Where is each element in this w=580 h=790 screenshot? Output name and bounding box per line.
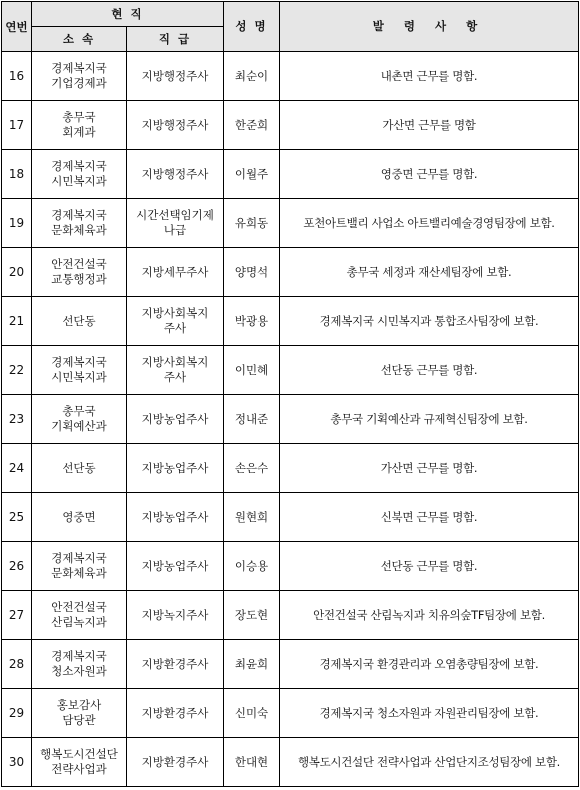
table-row bbox=[2, 101, 579, 150]
row-name: 최순이 bbox=[224, 52, 280, 101]
row-rank: 지방세무주사 bbox=[127, 248, 224, 297]
row-number: 30 bbox=[2, 738, 32, 787]
table-row bbox=[2, 640, 579, 689]
row-order: 경제복지국 청소자원과 자원관리팀장에 보함. bbox=[280, 689, 579, 738]
row-rank: 지방사회복지 주사 bbox=[127, 297, 224, 346]
row-number: 27 bbox=[2, 591, 32, 640]
row-name: 손은수 bbox=[224, 444, 280, 493]
row-order: 영중면 근무를 명함. bbox=[280, 150, 579, 199]
row-number: 28 bbox=[2, 640, 32, 689]
header-rank: 직 급 bbox=[127, 27, 224, 52]
row-name: 한준희 bbox=[224, 101, 280, 150]
table-row bbox=[2, 297, 579, 346]
row-order: 가산면 근무를 명함 bbox=[280, 101, 579, 150]
row-rank: 지방환경주사 bbox=[127, 689, 224, 738]
table-row bbox=[2, 52, 579, 101]
row-name: 원현희 bbox=[224, 493, 280, 542]
row-name: 이민혜 bbox=[224, 346, 280, 395]
header-order: 발 령 사 항 bbox=[280, 2, 579, 52]
row-number: 16 bbox=[2, 52, 32, 101]
table-row bbox=[2, 395, 579, 444]
row-department: 경제복지국 문화체육과 bbox=[32, 199, 127, 248]
row-order: 경제복지국 환경관리과 오염총량팀장에 보함. bbox=[280, 640, 579, 689]
table-row bbox=[2, 689, 579, 738]
row-number: 18 bbox=[2, 150, 32, 199]
header-current-position: 현 직 bbox=[32, 2, 224, 27]
row-number: 17 bbox=[2, 101, 32, 150]
row-number: 25 bbox=[2, 493, 32, 542]
table-row bbox=[2, 444, 579, 493]
row-department: 영중면 bbox=[32, 493, 127, 542]
row-order: 경제복지국 시민복지과 통합조사팀장에 보함. bbox=[280, 297, 579, 346]
row-rank: 지방사회복지 주사 bbox=[127, 346, 224, 395]
table-header bbox=[2, 2, 579, 52]
row-order: 선단동 근무를 명함. bbox=[280, 346, 579, 395]
row-department: 경제복지국 기업경제과 bbox=[32, 52, 127, 101]
row-rank: 지방농업주사 bbox=[127, 493, 224, 542]
table-row bbox=[2, 738, 579, 787]
table-row bbox=[2, 493, 579, 542]
row-rank: 지방행정주사 bbox=[127, 52, 224, 101]
row-name: 이월주 bbox=[224, 150, 280, 199]
row-number: 24 bbox=[2, 444, 32, 493]
table-row bbox=[2, 542, 579, 591]
row-name: 박광용 bbox=[224, 297, 280, 346]
row-name: 양명석 bbox=[224, 248, 280, 297]
row-rank: 지방환경주사 bbox=[127, 738, 224, 787]
header-seq bbox=[2, 2, 32, 52]
table-row bbox=[2, 591, 579, 640]
row-order: 신북면 근무를 명함. bbox=[280, 493, 579, 542]
row-order: 내촌면 근무를 명함. bbox=[280, 52, 579, 101]
row-department: 홍보감사 담당관 bbox=[32, 689, 127, 738]
personnel-table-container bbox=[1, 1, 579, 787]
row-number: 23 bbox=[2, 395, 32, 444]
row-name: 이승용 bbox=[224, 542, 280, 591]
header-dept: 소 속 bbox=[32, 27, 127, 52]
row-number: 21 bbox=[2, 297, 32, 346]
row-department: 선단동 bbox=[32, 444, 127, 493]
row-department: 안전건설국 교통행정과 bbox=[32, 248, 127, 297]
row-name: 정내준 bbox=[224, 395, 280, 444]
row-order: 포천아트밸리 사업소 아트밸리예술경영팀장에 보함. bbox=[280, 199, 579, 248]
table-row bbox=[2, 199, 579, 248]
row-rank: 지방농업주사 bbox=[127, 395, 224, 444]
row-rank: 지방행정주사 bbox=[127, 101, 224, 150]
table-body bbox=[2, 52, 579, 787]
row-rank: 지방행정주사 bbox=[127, 150, 224, 199]
row-number: 20 bbox=[2, 248, 32, 297]
header-seq-label: 연번 bbox=[5, 19, 28, 34]
row-rank: 지방농업주사 bbox=[127, 542, 224, 591]
row-department: 총무국 기획예산과 bbox=[32, 395, 127, 444]
row-name: 한대현 bbox=[224, 738, 280, 787]
row-number: 22 bbox=[2, 346, 32, 395]
header-name: 성 명 bbox=[224, 2, 280, 52]
row-rank: 시간선택임기제 나급 bbox=[127, 199, 224, 248]
row-rank: 지방농업주사 bbox=[127, 444, 224, 493]
table-row bbox=[2, 150, 579, 199]
row-department: 선단동 bbox=[32, 297, 127, 346]
row-rank: 지방환경주사 bbox=[127, 640, 224, 689]
row-order: 총무국 기획예산과 규제혁신팀장에 보함. bbox=[280, 395, 579, 444]
row-department: 경제복지국 시민복지과 bbox=[32, 150, 127, 199]
row-number: 26 bbox=[2, 542, 32, 591]
row-name: 신미숙 bbox=[224, 689, 280, 738]
row-department: 안전건설국 산림녹지과 bbox=[32, 591, 127, 640]
row-number: 29 bbox=[2, 689, 32, 738]
table-row bbox=[2, 346, 579, 395]
row-order: 선단동 근무를 명함. bbox=[280, 542, 579, 591]
table-row bbox=[2, 248, 579, 297]
personnel-order-table bbox=[1, 1, 579, 787]
row-number: 19 bbox=[2, 199, 32, 248]
row-order: 총무국 세정과 재산세팀장에 보함. bbox=[280, 248, 579, 297]
row-name: 장도현 bbox=[224, 591, 280, 640]
row-department: 경제복지국 청소자원과 bbox=[32, 640, 127, 689]
row-name: 최윤희 bbox=[224, 640, 280, 689]
row-department: 경제복지국 문화체육과 bbox=[32, 542, 127, 591]
row-order: 안전건설국 산림녹지과 치유의숲TF팀장에 보함. bbox=[280, 591, 579, 640]
row-name: 유희동 bbox=[224, 199, 280, 248]
row-department: 총무국 회계과 bbox=[32, 101, 127, 150]
row-order: 행복도시건설단 전략사업과 산업단지조성팀장에 보함. bbox=[280, 738, 579, 787]
row-order: 가산면 근무를 명함. bbox=[280, 444, 579, 493]
row-rank: 지방녹지주사 bbox=[127, 591, 224, 640]
row-department: 행복도시건설단 전략사업과 bbox=[32, 738, 127, 787]
row-department: 경제복지국 시민복지과 bbox=[32, 346, 127, 395]
